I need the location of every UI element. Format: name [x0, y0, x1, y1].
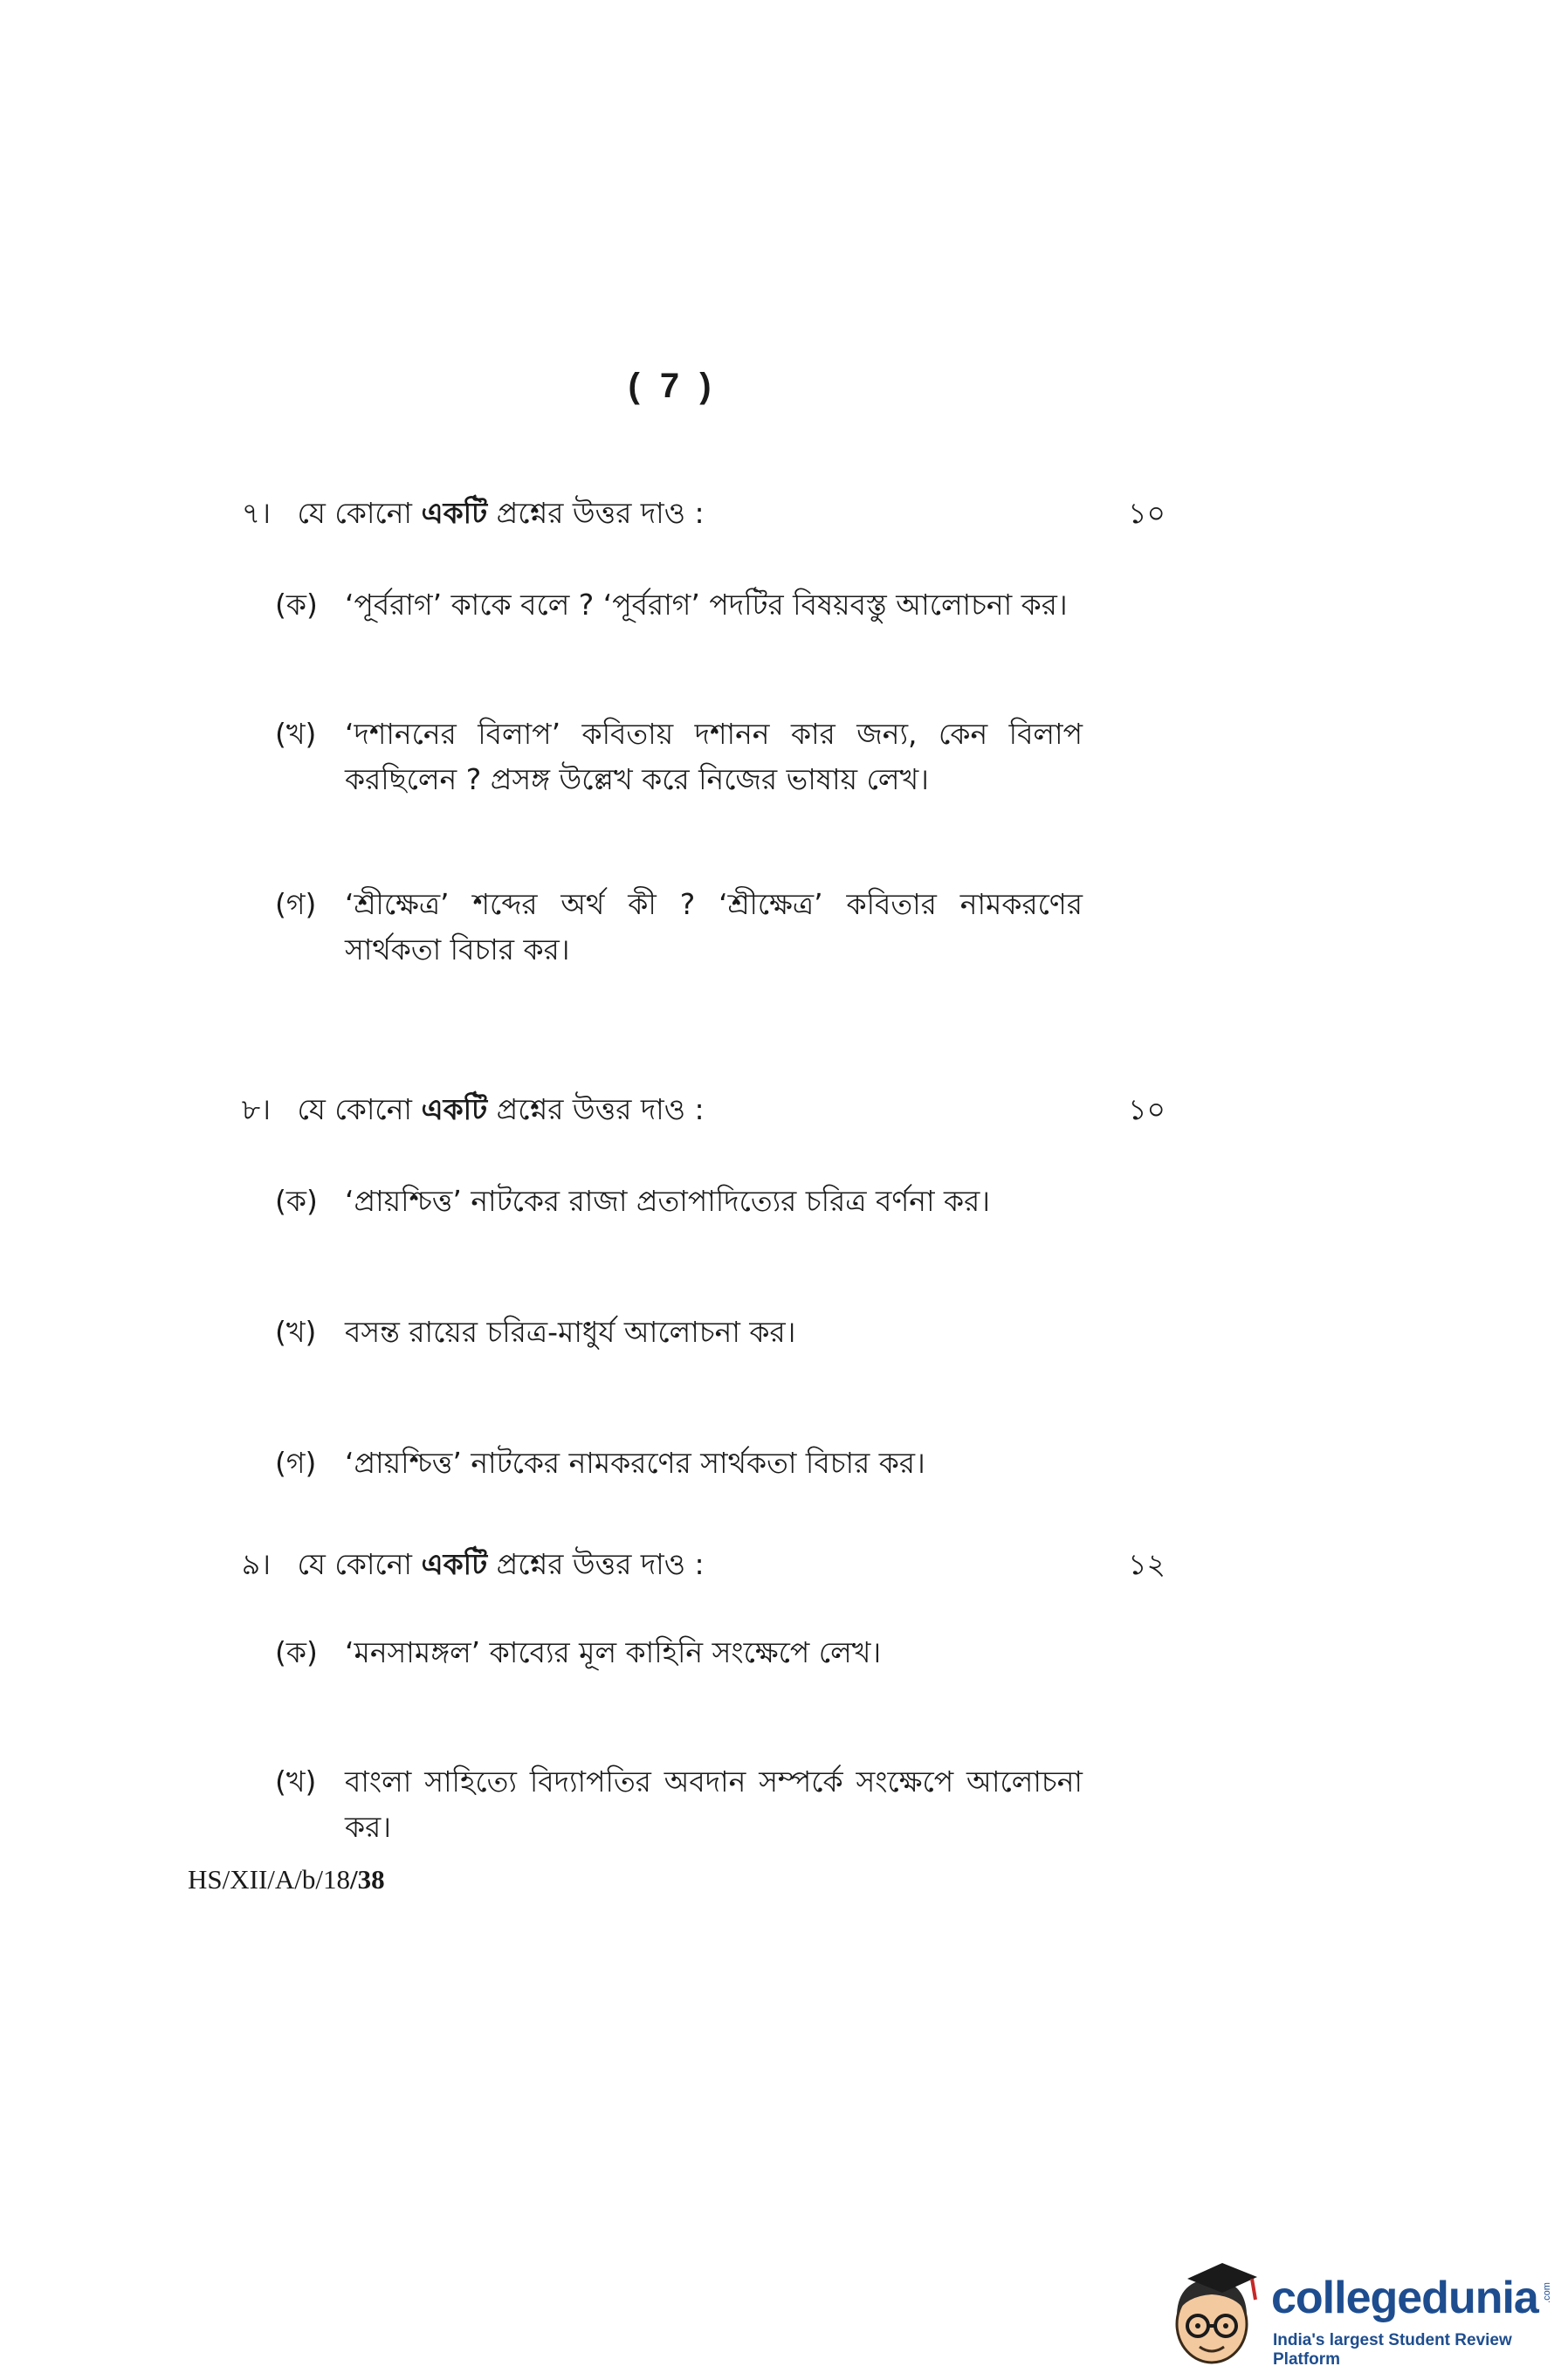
question-9-option-kha — [275, 1759, 1083, 1850]
question-7-option-ka — [275, 582, 1083, 628]
option-label: (ক) — [275, 1184, 318, 1218]
logo-dotcom: .com — [1541, 2282, 1552, 2303]
question-prompt: যে কোনো একটি প্রশ্নের উত্তর দাও : — [297, 1092, 705, 1126]
question-number: ৭। — [241, 496, 271, 530]
option-text: ‘পূর্বরাগ’ কাকে বলে ? ‘পূর্বরাগ’ পদটির বিষয়বস্তু আলোচনা কর। — [345, 588, 1068, 622]
option-label: (ক) — [275, 1635, 318, 1669]
question-8-heading — [188, 1087, 1166, 1136]
option-label: (খ) — [275, 1315, 317, 1349]
question-marks: ১২ — [1128, 1547, 1166, 1581]
question-8-option-ka — [275, 1179, 1083, 1224]
option-label: (ক) — [275, 588, 318, 622]
question-9-option-ka — [275, 1630, 1083, 1675]
question-marks: ১০ — [1128, 1092, 1166, 1126]
page-number: ( 7 ) — [628, 367, 717, 405]
option-text: ‘মনসামঙ্গল’ কাব্যের মূল কাহিনি সংক্ষেপে লেখ। — [345, 1635, 882, 1669]
option-label: (গ) — [275, 1446, 317, 1480]
question-number: ৯। — [241, 1547, 271, 1581]
option-label: (খ) — [275, 1764, 317, 1799]
logo-tagline: India's largest Student Review Platform — [1273, 2331, 1512, 2369]
collegedunia-logo[interactable] — [1161, 2261, 1554, 2370]
question-marks: ১০ — [1128, 496, 1166, 530]
option-text: ‘শ্রীক্ষেত্র’ শব্দের অর্থ কী ? ‘শ্রীক্ষেত্র’ কবিতার নামকরণের সার্থকতা বিচার কর। — [345, 887, 1083, 966]
question-prompt: যে কোনো একটি প্রশ্নের উত্তর দাও : — [297, 1547, 705, 1581]
question-number: ৮। — [241, 1092, 271, 1126]
student-mascot-icon — [1161, 2261, 1270, 2370]
option-label: (খ) — [275, 717, 317, 751]
option-text: বসন্ত রায়ের চরিত্র-মাধুর্য আলোচনা কর। — [345, 1315, 796, 1349]
option-text: ‘প্রায়শ্চিত্ত’ নাটকের নামকরণের সার্থকতা বিচার কর। — [345, 1446, 925, 1480]
logo-wordmark: collegedunia — [1271, 2273, 1538, 2323]
option-text: ‘দশাননের বিলাপ’ কবিতায় দশানন কার জন্য, কেন বিলাপ করছিলেন ? প্রসঙ্গ উল্লেখ করে নিজের ভাষায় লেখ। — [345, 717, 1083, 796]
option-label: (গ) — [275, 887, 317, 921]
question-7-heading — [188, 491, 1166, 540]
option-text: ‘প্রায়শ্চিত্ত’ নাটকের রাজা প্রতাপাদিত্যের চরিত্র বর্ণনা কর। — [345, 1184, 991, 1218]
question-prompt: যে কোনো একটি প্রশ্নের উত্তর দাও : — [297, 496, 705, 530]
question-8-option-kha — [275, 1310, 1083, 1355]
option-text: বাংলা সাহিত্যে বিদ্যাপতির অবদান সম্পর্কে সংক্ষেপে আলোচনা কর। — [345, 1764, 1083, 1844]
question-7-option-kha — [275, 712, 1083, 802]
question-7-option-ga — [275, 882, 1083, 973]
question-8-option-ga — [275, 1441, 1083, 1486]
paper-code: HS/XII/A/b/18/38 — [188, 1864, 385, 1895]
question-9-heading — [188, 1542, 1166, 1591]
